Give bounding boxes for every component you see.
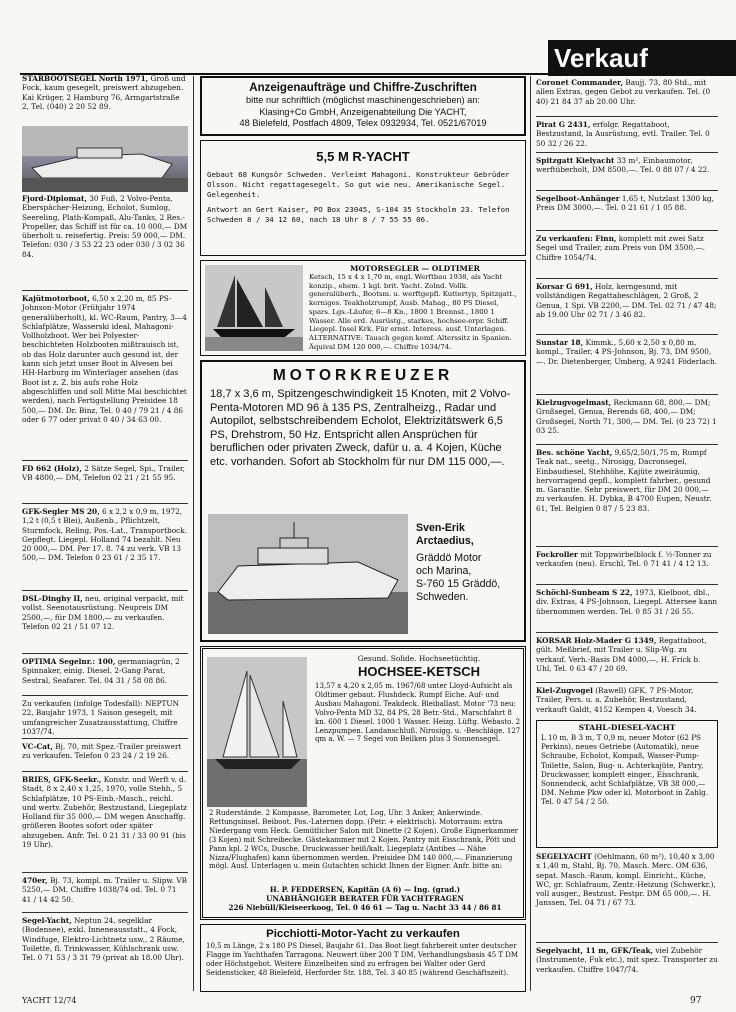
ryacht-title: 5,5 M R-YACHT <box>316 149 410 164</box>
motorkreuzer-contact: Sven-Erik Arctaedius, Gräddö Motor och Marina, S-760 15 Gräddö, Schweden. <box>416 522 501 603</box>
ad-dsl: DSL-Dinghy II, neu, original verpackt, mit vollst. Seenotausrüstung. Neupreis DM 2500,—, für DM 1800,— zu verkaufen. Telefon 02 21 / 51 07 12. <box>22 594 184 631</box>
ketsch-contact: H. P. FEDDERSEN, Kapitän (A 6) — Ing. (grad.) UNABHÄNGIGER BERATER FÜR YACHTFRAGEN 226 Niebüll/Kleiseerkoog, Tel. 0 46 61 — Tag u. Nacht 33 44 / 86 81 <box>228 885 502 912</box>
ad-hochsee-ketsch: Gesund. Solide. Hochseetüchtig. HOCHSEE-KETSCH 13,57 x 4,20 x 2,05 m. 1967/68 unter Lloyd-Aufsicht als Oldtimer gebaut. Flushdeck. Rumpf Eiche. Auf- und Ausbau Mahagoni. Teakdeck. Bleiballast. Motor '73 neu: Volvo-Penta MD 32, 84 PS, 28 Betr.-Std., Marschfahrt 8 kn. 600 1 Diesel. 1000 1 Wasser. Heizg. Lüftg. Webasto. 2 Lenzpumpen. Landanschluß. Nirosigg. u. -Beschläge. 127 qm a. W. — 7 Segel von Beilken plus 3 Sonnensegel. 2 Ruderstände. 2 Kompasse, Barometer, Lot, Log, Uhr. 3 Anker, Ankerwinde. Rettungsinsel. Beiboot. Pos.-Laternen dopp. (Petr. + elektrisch). Motorraum: extra Niedergang vom Heck. Gemütlicher Salon mit Dinette (2 Kojen). Große Eignerkammer (3 Kojen) mit Schreibecke. Gästekammer mit 2 Kojen. Pantry mit Eisschrank, Pött und Pann kpl. 2 WCs, Dusche. Druckwasser heiß/kalt. Liegeplatz (Antibes — Nähe Nizza/Flughafen) kann übernommen werden. Preisidee DM 140 000,—. Finanzierung mögl. Ausf. Unterlagen u. mein Gutachten schickt Ihnen der Eigner. Anfr. bitte an: H. P. FEDDERSEN, Kapitän (A 6) — Ing. (grad.) UNABHÄNGIGER BERATER FÜR YACHTFRAGEN 226 Niebüll/Kleiseerkoog, Tel. 0 46 61 — Tag u. Nacht 33 44 / 86 81 <box>200 646 526 920</box>
boat-illustration <box>22 126 188 192</box>
ketsch-photo <box>207 657 307 807</box>
motorkreuzer-photo <box>208 514 408 634</box>
ad-motorkreuzer <box>200 360 526 642</box>
ketch-photo <box>205 265 303 351</box>
ad-kajuet: Kajütmotorboot, 6,50 x 2,20 m, 85 PS-Johnson-Motor (Frühjahr 1974 generalüberholt), kl. WC-Raum, Pantry, 3—4 Schlafplätze, Wasserski ideal, Mahagoni-Vollholzboot. Wer bei Polyester-beschichteten Holzbooten mißtrauisch ist, ob das Holz darunter auch gesund ist, der kann sich jetzt unser Boot in Alvesen bei HH-Harburg im Winterlager ansehen (das Boot ist z. Z. bis aufs rohe Holz abgeschliffen und soll Mitte Mai beschichtet werden), nach Fertigstellung Preisidee 18 500,— DM. Dr. Binz, Tel. 0 40 / 79 21 / 4 86 oder 6 77 oder privat 0 40 / 34 63 00. <box>22 294 187 424</box>
ad-coronet: Coronet Commander, Baujj. 73, 80 Std., mit allen Extras, gegen Gebot zu verkaufen. Tel. (0 40) 21 84 37 ab 20.00 Uhr. <box>536 78 711 106</box>
notice-title: Anzeigenaufträge und Chiffre-Zuschriften <box>249 82 477 94</box>
ad-segelyacht: SEGELYACHT (Oehlmann, 60 m²), 10,40 x 3,00 x 1,40 m, Stahl, Bj. 70, Masch. Merc. OM 636, sepat. Masch.-Raum, kompl. Einricht., Küche, WC, gr. Schlafraum, Zentr.-Heizung (Schwerkr.), voll ausger., Bestzust. Festpr. DM 65 000,—. H. Janssen, Tel. 04 71 / 67 73. <box>536 852 716 908</box>
motorkreuzer-title: MOTORKREUZER <box>272 367 454 384</box>
ad-korsar-1349: KORSAR Holz-Mader G 1349, Regattaboot, gült. Meßbrief, mit Trailer u. Slip-Wg. zu verkauf. Verh.-Basis DM 4000,—, H. Frick b. Uhl, Tel. 0 63 47 / 20 69. <box>536 636 707 673</box>
ad-bries: BRIES, GFK-Seekr., Konstr. und Werft v. d. Stadt, 8 x 2,40 x 1,25, 1970, volle Stehh., 5 Schlafplätze, 10 PS-Einb.-Masch., reichl. und wertv. Zubehör, Bestzustand, Liegeplatz Holland für 35 000,— DM wegen Anschaffg. größeren Bootes sofort oder später abzugeben. Anfr. Tel. 0 21 31 / 33 00 91 (bis 19 Uhr). <box>22 775 188 850</box>
ad-oldtimer <box>200 260 526 356</box>
ketch-illustration <box>205 265 303 351</box>
ketsch-text: Gesund. Solide. Hochseetüchtig. HOCHSEE-KETSCH 13,57 x 4,20 x 2,05 m. 1967/68 unter Lloyd-Aufsicht als Oldtimer gebaut. Flushdeck. Rumpf Eiche. Auf- und Ausbau Mahagoni. Teakdeck. Bleiballast. Motor '73 neu: Volvo-Penta MD 32, 84 PS, 28 Betr.-Std., Marschfahrt 8 kn. 600 1 Diesel. 1000 1 Wasser. Heizg. Lüftg. Webasto. 2 Lenzpumpen. Landanschluß. Nirosigg. u. -Beschläge. 127 qm a. W. — 7 Segel von Beilken plus 3 Sonnensegel. <box>315 654 523 744</box>
ad-fockroller: Fockroller mit Toppwirbelblock f. ½-Tonner zu verkaufen (neu). Erschl, Tel. 0 71 41 / 4 12 13. <box>536 550 712 569</box>
ad-stahl-diesel-yacht: STAHL-DIESEL-YACHT L 10 m, B 3 m, T 0,9 m, neuer Motor (62 PS Perkins), neues Getriebe (Automatik), neue Schraube, Echolot, Kompaß, Wasser-Pump-Toilette, Salon, Bug- u. Achterkajüte, Pantry, Druckwasser, komplett einger., Eisschrank, Sonnendeck, acht Schlafplätze, VB 38 000,— DM. Nehme Pkw oder kl. Motorboot in Zahlg. Tel. 0 47 54 / 2 50. <box>536 720 718 848</box>
motorkreuzer-body: 18,7 x 3,6 m, Spitzengeschwindigkeit 15 Knoten, mit 2 Volvo-Penta-Motoren MD 96 à 135 PS, Zentralheizg., Radar und Autopilot, selbstschreibendem Echolot, Elektrizitätswerk 6,5 PS, Drehstrom, 50 Hz. Entspricht allen Ansprüchen für beruflichen oder privaten Zweck, dafür u. a. 4 Kojen, Küche etc. vorhanden. Sofort ab Stockholm für nur DM 115 000,—. <box>210 388 511 468</box>
picchiotti-title: Picchiotti-Motor-Yacht zu verkaufen <box>266 928 460 940</box>
footer-issue: YACHT 12/74 <box>22 996 77 1005</box>
ad-gfk-ms20: GFK-Segler MS 20, 6 x 2,2 x 0,9 m, 1972, 1,2 t (0,5 t Blei), Außenb., Pflichtzelt, Sturmfock, Reling, Pos.-Lat., Transportbock. Gepflegt. Liegepl. Holland 74 bezahlt. Neu 20 000,— DM. Per 17. 8. 74 zu verk. VB 13 500,— DM. Telefon 0 23 61 / 2 35 17. <box>22 507 187 563</box>
ad-sunstar: Sunstar 18, Kimmk., 5,60 x 2,50 x 0,80 m, kompl., Trailer, 4 PS-Johnson, Bj. 73, DM 9500,—. Dr. Dietenberger, Umberg, A 9241 Föderlach. <box>536 338 718 366</box>
ketsch-title: HOCHSEE-KETSCH <box>357 664 481 679</box>
ad-neptun: Zu verkaufen (infolge Todesfall): NEPTUN 22, Baujahr 1973, 1 Saison gesegelt, mit umfangreicher Zusatzausstattung, Chiffre 1037/74. <box>22 699 179 736</box>
column-divider-left <box>193 76 194 991</box>
ad-optima: OPTIMA Segelnr.: 100, germaniagrün, 2 Spinnaker, einig. Diesel, 2-Gang Parat, Sestral, Seafarer. Tel. 04 31 / 58 08 86. <box>22 657 180 685</box>
ad-segelyacht-11m: Segelyacht, 11 m, GFK/Teak, viel Zubehör (Instrumente, Fuk etc.), mit spez. Transporter zu verkaufen. Chiffre 1047/74. <box>536 946 718 974</box>
ad-ryacht: 5,5 M R-YACHT Gebaut 68 Kungsör Schweden. Verleimt Mahagoni. Konstrukteur Gebrüder Olsson. Nicht regattagesegelt. So gut wie neu. Amerikanische Segel. Gelegenheit. Antwort an Gert Kaiser, PO Box 23045, S-104 35 Stockholm 23. Telefon Schweden 8 / 34 12 60, nach 18 Uhr 8 / 7 55 55 06. <box>200 140 526 256</box>
notice-text: bitte nur schriftlich (möglichst maschinengeschrieben) an: Klasing+Co GmbH, Anzeigenabteilung Die YACHT, 48 Bielefeld, Postfach 4809, Telex 0932934, Tel. 0521/67019 <box>239 95 487 128</box>
ad-picchiotti: Picchiotti-Motor-Yacht zu verkaufen 10,5 m Länge, 2 x 180 PS Diesel, Baujahr 61. Das Boot liegt fahrbereit unter deutscher Flagge im Yachthafen Tarragona. Neuwert über 200 T DM, Verhandlungsbasis 45 T DM oder Höchstgebot. Weitere Einzelheiten sind zu erfragen bei Walter oder Gerd Seidensticker, 48 Bielefeld, Herforder Str. 188, Tel. 3 40 85 (während Geschäftszeit). <box>200 924 526 992</box>
sailing-ketch-illustration <box>207 657 307 807</box>
ad-korsar-691: Korsar G 691, Holz, kerngesund, mit vollständigen Regattabeschlägen, 2 Groß, 2 Genua, 1 Spi. VB 2200,— DM. Tel. 02 71 / 47 48; ab 19.00 Uhr 02 71 / 3 46 82. <box>536 282 717 319</box>
ad-pirat: Pirat G 2431, erfolgr. Regattaboot, Bestzustand, la Ausrüstung, evtl. Trailer. Tel. 0 50 32 / 26 22. <box>536 120 710 148</box>
ad-anhaenger: Segelboot-Anhänger 1,65 t, Nutzlast 1300 kg, Preis DM 3000,—. Tel. 0 21 61 / 1 05 88. <box>536 194 714 213</box>
ad-segel-yacht: Segel-Yacht, Neptun 24, segelklar (Bodensee), exkl. Inneneausstatt., 4 Fock, Windfuge, Elektro-Lichtnetz usw., 2 Räume, Toilette, fl. Trinkwasser, Kühlschrank usw. Tel. 0 71 53 / 3 31 79 (privat ab 18.00 Uhr). <box>22 916 185 963</box>
ad-fd662: FD 662 (Holz), 2 Sätze Segel, Spi., Trailer, VB 4800,— DM, Telefon 02 21 / 21 55 95. <box>22 464 185 483</box>
ad-kiel-zugvogel: Kiel-Zugvogel (Rawell) GFK, 7 PS-Motor, Trailer, Pers. u. a. Zubehör, Bestzustand, verkauft Galdt, 4152 Kempen 4, Voesch 34. <box>536 686 697 714</box>
ad-schoechl: Schöchl-Sunbeam S 22, 1973, Kielboot, dbl., div. Extras, 4 PS-Johnson, Liegepl. Attersee kann übernommen werden. Tel. 0 85 31 / 26 55. <box>536 588 718 616</box>
left-column <box>22 72 188 111</box>
notice-box <box>200 76 526 136</box>
ad-finn: Zu verkaufen: Finn, komplett mit zwei Satz Segel und Trailer, zum Preis von DM 3500,—. Chiffre 1054/74. <box>536 234 705 262</box>
motorboat-photo <box>22 126 188 192</box>
page-number: 97 <box>690 996 702 1006</box>
ad-470er: 470er, Bj. 73, kompl. m. Trailer u. Slipw. VB 5250,— DM. Chiffre 1038/74 od. Tel. 0 71 41 / 14 42 50. <box>22 876 188 904</box>
ad-vccat: VC-Cat, Bj. 70, mit Spez.-Trailer preiswert zu verkaufen. Telefon 0 23 24 / 2 19 26. <box>22 742 182 761</box>
ad-starboot: STARBOOTSEGEL North 1971, Groß und Fock, kaum gesegelt, preiswert abzugeben. Kai Krüger, 2 Hamburg 76, Armgartstraße 2, Tel. (040) 2 20 52 89. <box>22 74 186 111</box>
column-divider-right <box>530 76 531 991</box>
ad-kielzugvogelmast: Kielzugvogelmast, Reckmann 68, 800,— DM; Großsegel, Genua, Berends 68, 400,— DM; Großsegel, North 71, 300,— DM. Tel. (0 23 72) 1 03 25. <box>536 398 717 435</box>
motor-cruiser-illustration <box>208 514 408 634</box>
ad-schoene-yacht: Bes. schöne Yacht, 9,65/2,50/1,75 m, Rumpf Teak nat., seetg., Nirosigg, Dacronsegel, Einbaudiesel, Stehhöhe, Kajüte zweiräumig, hervorragend gepfl., komplett fahrber., gesund m. Garantie. Sehr preiswert, für DM 20 000,— zu verkaufen. H. Dybka, B 4700 Eupen, Neustr. 61, Tel. Belgien 0 87 / 5 23 83. <box>536 448 712 513</box>
section-banner: Verkauf <box>548 40 736 76</box>
oldtimer-text: MOTORSEGLER — OLDTIMER Ketsch, 15 x 4 x 1,70 m, engl. Werftbau 1938, als Yacht konzip., ehem. 1 kgl. brit. Yacht. Zolnd. Vollk. generalüberh., Bootsm. u. werftgepfl. Kuttertyp, Spitzgatt., kerniges. Teakholzrumpf, Ausb. Mahag., 80 PS Diesel, spars. Lgs.-Läufer, 6—8 Kn., 1800 1 Brennst., 1800 1 Wasser. Alle erd. Ausrüstg., starkes, hochsee-erpr. Schiff. Liegepl. Insel Krk. Für ernst. Interess. ausf. Unterlagen. ALTERNATIVE: Tausch gegen komf. Alterssitz in Spanien. Äquival DM 120 000,—. Chiffre 1034/74. <box>309 264 517 351</box>
ad-fjord: Fjord-Diplomat, 30 Fuß, 2 Volvo-Penta, Eberspächer-Heizung, Echolot, Sumlog, Seereling, Plath-Kompaß, Alu-Tanks, 2 Res.-Propeller, das Schiff ist für ca. 10 000,— DM überholt u. reisefertig. Preis: 59 000,— DM. Telefon: 030 / 3 53 22 23 oder 030 / 3 02 36 84. <box>22 194 188 259</box>
ad-spitzgatt: Spitzgatt Kielyacht 33 m², Einbaumotor, werftüberholt, DM 8500,—. Tel. 0 88 07 / 4 22. <box>536 156 710 175</box>
